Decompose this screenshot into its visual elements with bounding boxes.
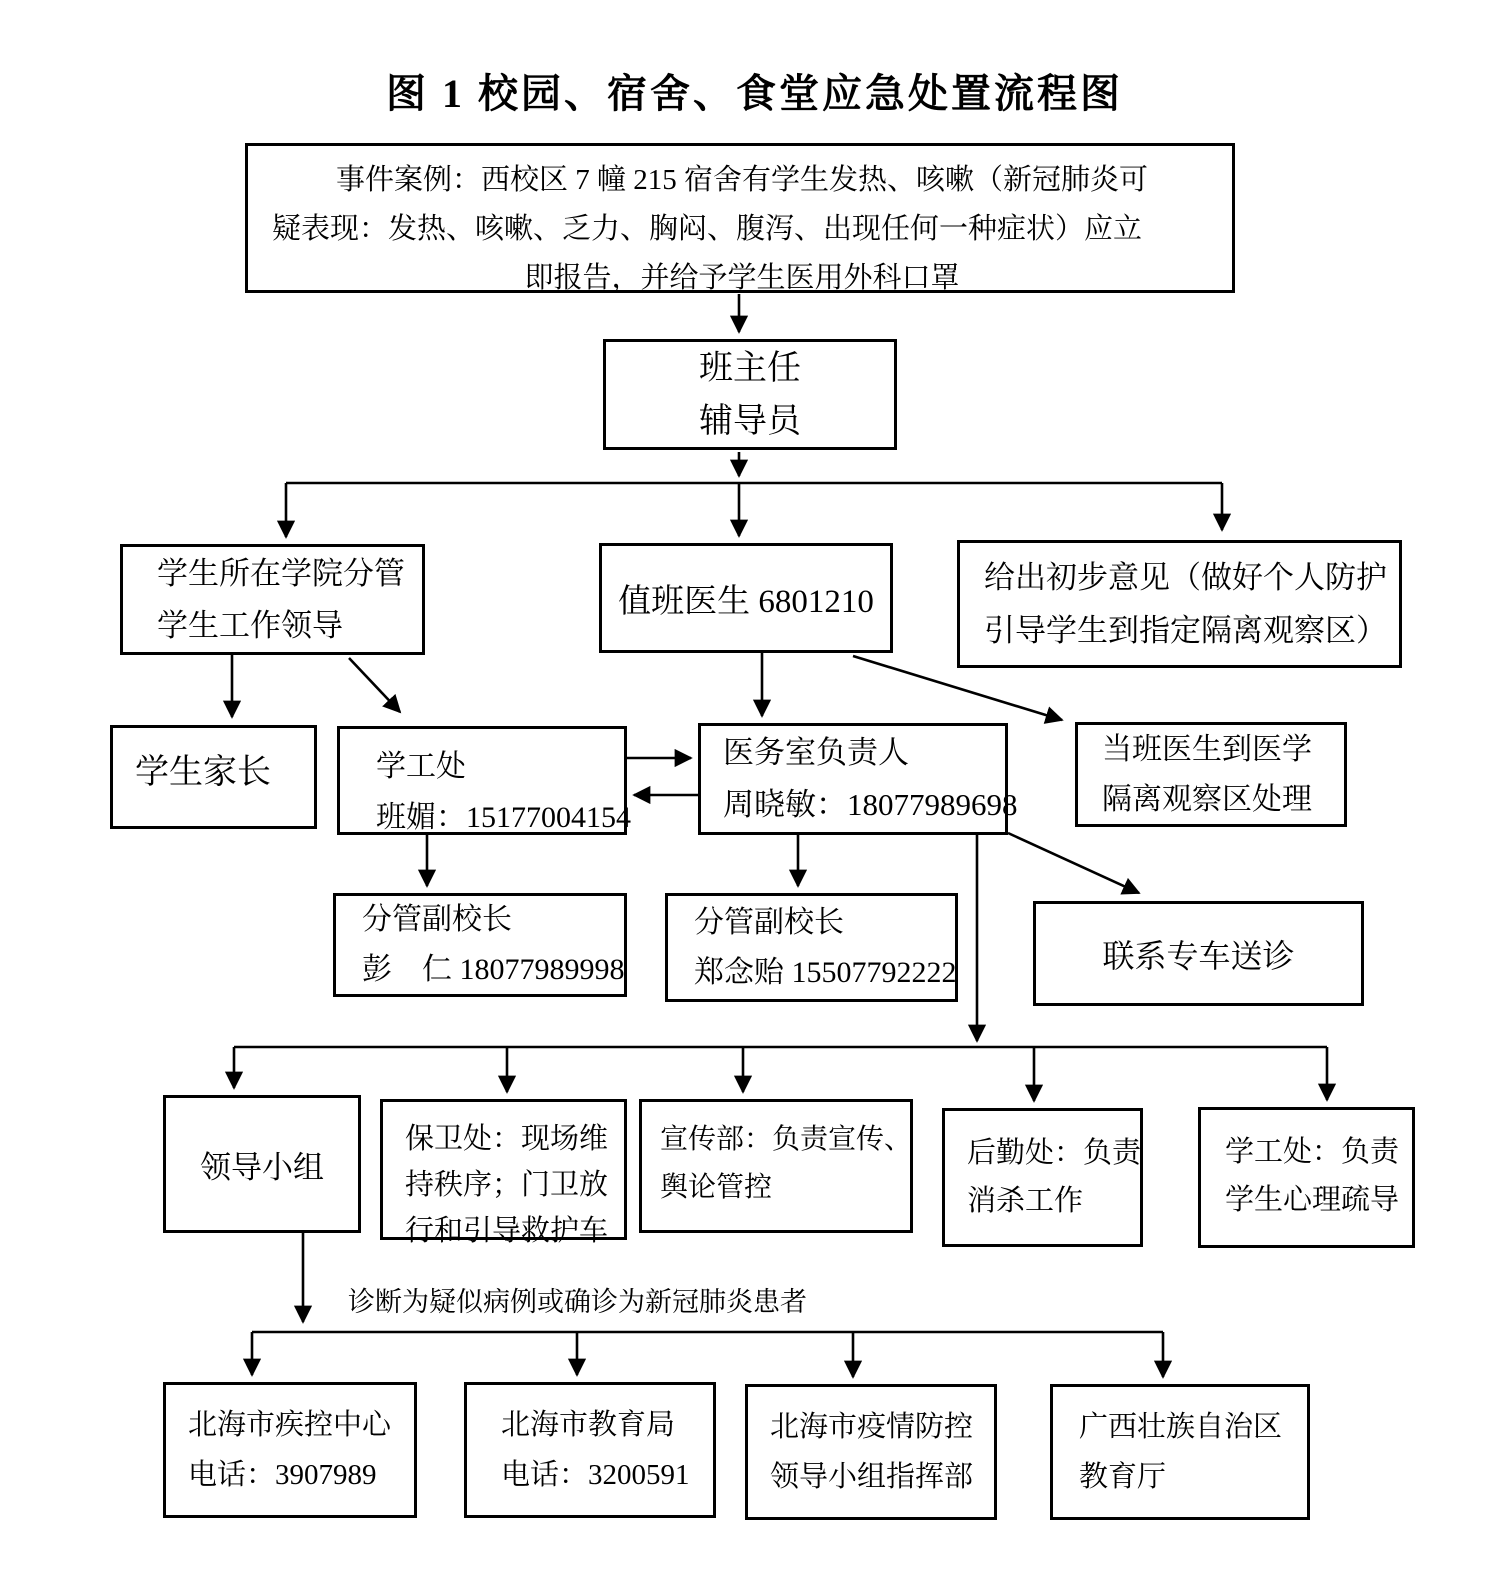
node-clinic-head: 医务室负责人 周晓敏：18077989698 xyxy=(698,723,1008,835)
node-college-student-work-leader: 学生所在学院分管 学生工作领导 xyxy=(120,544,425,655)
node-class-teacher-counselor: 班主任 辅导员 xyxy=(603,339,897,450)
node-on-duty-doctor-isolation: 当班医生到医学 隔离观察区处理 xyxy=(1075,722,1347,827)
node-beihai-cdc: 北海市疾控中心 电话：3907989 xyxy=(163,1382,417,1518)
node-initial-opinion: 给出初步意见（做好个人防护 引导学生到指定隔离观察区） xyxy=(957,540,1402,668)
node-security-office: 保卫处：现场维 持秩序；门卫放 行和引导救护车 xyxy=(380,1099,627,1240)
arrow-clinic-head-to-special-car xyxy=(1008,833,1139,893)
node-incident-case: 事件案例：西校区 7 幢 215 宿舍有学生发热、咳嗽（新冠肺炎可 疑表现：发热、咳嗽、乏力、胸闷、腹泻、出现任何一种症状）应立 即报告，并给予学生医用外科口罩 xyxy=(245,143,1235,293)
node-vice-principal-zheng: 分管副校长 郑念贻 15507792222 xyxy=(665,893,958,1002)
diagnosis-condition-label: 诊断为疑似病例或确诊为新冠肺炎患者 xyxy=(348,1287,807,1317)
arrow-college-leader-to-student-affairs xyxy=(349,658,400,712)
node-student-affairs-office: 学工处 班媚：15177004154 xyxy=(337,726,627,835)
node-guangxi-education-department: 广西壮族自治区 教育厅 xyxy=(1050,1384,1310,1520)
node-beihai-education-bureau: 北海市教育局 电话：3200591 xyxy=(464,1382,716,1518)
node-logistics-office: 后勤处：负责 消杀工作 xyxy=(942,1108,1143,1247)
node-epidemic-control-headquarters: 北海市疫情防控 领导小组指挥部 xyxy=(745,1384,997,1520)
node-duty-doctor: 值班医生 6801210 xyxy=(599,543,893,653)
page-title: 图 1 校园、宿舍、食堂应急处置流程图 xyxy=(386,71,1123,116)
node-student-affairs-psychology: 学工处：负责 学生心理疏导 xyxy=(1198,1107,1415,1248)
node-student-parents: 学生家长 xyxy=(110,725,317,829)
node-vice-principal-peng: 分管副校长 彭 仁 18077989998 xyxy=(333,893,627,997)
node-leading-group: 领导小组 xyxy=(163,1095,361,1233)
node-special-car-transfer: 联系专车送诊 xyxy=(1033,901,1364,1006)
node-publicity-department: 宣传部：负责宣传、 舆论管控 xyxy=(639,1099,913,1233)
